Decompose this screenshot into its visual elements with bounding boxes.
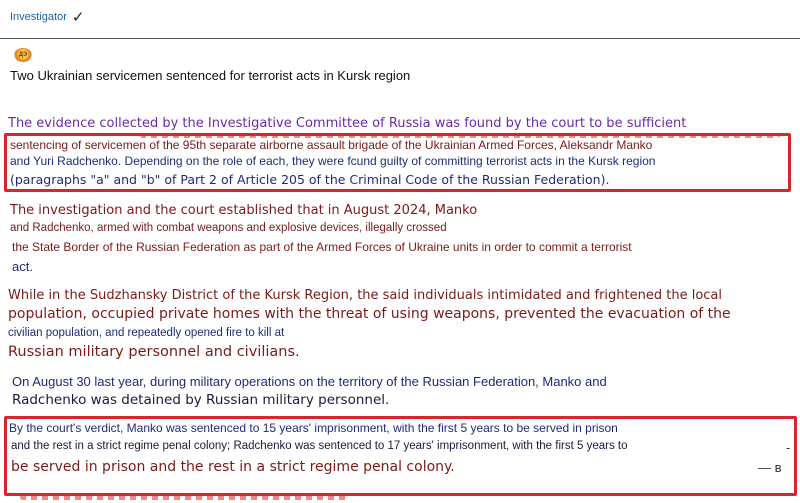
p5-line-2: and the rest in a strict regime penal colony; Radchenko was sentenced to 17 years' imprisonment, with the first 5 years to [11, 440, 628, 452]
p3-line-1: While in the Sudzhansky District of the Kursk Region, the said individuals intimidated and frightened the local [8, 288, 723, 303]
p4-line-2: Radchenko was detained by Russian military personnel. [12, 392, 390, 408]
post-headline: Two Ukrainian servicemen sentenced for terrorist acts in Kursk region [10, 68, 411, 83]
margin-mark-1: - [786, 440, 791, 455]
p2-line-2: and Radchenko, armed with combat weapons and explosive devices, illegally crossed [10, 222, 447, 234]
investigator-logo-icon: ДЭ [14, 48, 32, 62]
p1-line-4: (paragraphs "a" and "b" of Part 2 of Article 205 of the Criminal Code of the Russian Federation). [10, 172, 610, 187]
margin-mark-2: — в [758, 460, 782, 475]
p1-line-3: and Yuri Radchenko. Depending on the role of each, they were fcund guilty of committing terrorist acts in the Kursk region [10, 154, 656, 168]
p3-line-4: Russian military personnel and civilians. [8, 344, 300, 360]
p3-line-2: population, occupied private homes with the threat of using weapons, prevented the evacuation of the [8, 306, 731, 322]
p5-line-3: be served in prison and the rest in a strict regime penal colony. [11, 459, 455, 475]
p4-line-1: On August 30 last year, during military operations on the territory of the Russian Federation, Manko and [12, 374, 607, 389]
p1-line-1: The evidence collected by the Investigative Committee of Russia was found by the court to be sufficient [8, 116, 687, 131]
p2-line-1: The investigation and the court established that in August 2024, Manko [10, 203, 478, 218]
header-divider [0, 38, 800, 39]
p3-line-3: civilian population, and repeatedly opened fire to kill at [8, 327, 285, 339]
channel-name[interactable]: Investigator [10, 11, 67, 23]
p1-line-2: sentencing of servicemen of the 95th separate airborne assault brigade of the Ukrainian Armed Forces, Aleksandr Manko [10, 138, 653, 152]
p2-line-3: the State Border of the Russian Federation as part of the Armed Forces of Ukraine units in order to commit a terrorist [12, 240, 632, 254]
bottom-scribble [20, 495, 350, 500]
verified-check-icon: ✓ [71, 9, 85, 26]
p2-line-4: act. [12, 259, 33, 274]
channel-header[interactable] [10, 8, 84, 26]
p5-line-1: By the court's verdict, Manko was sentenced to 15 years' imprisonment, with the first 5 years to be served in prison [9, 421, 618, 435]
